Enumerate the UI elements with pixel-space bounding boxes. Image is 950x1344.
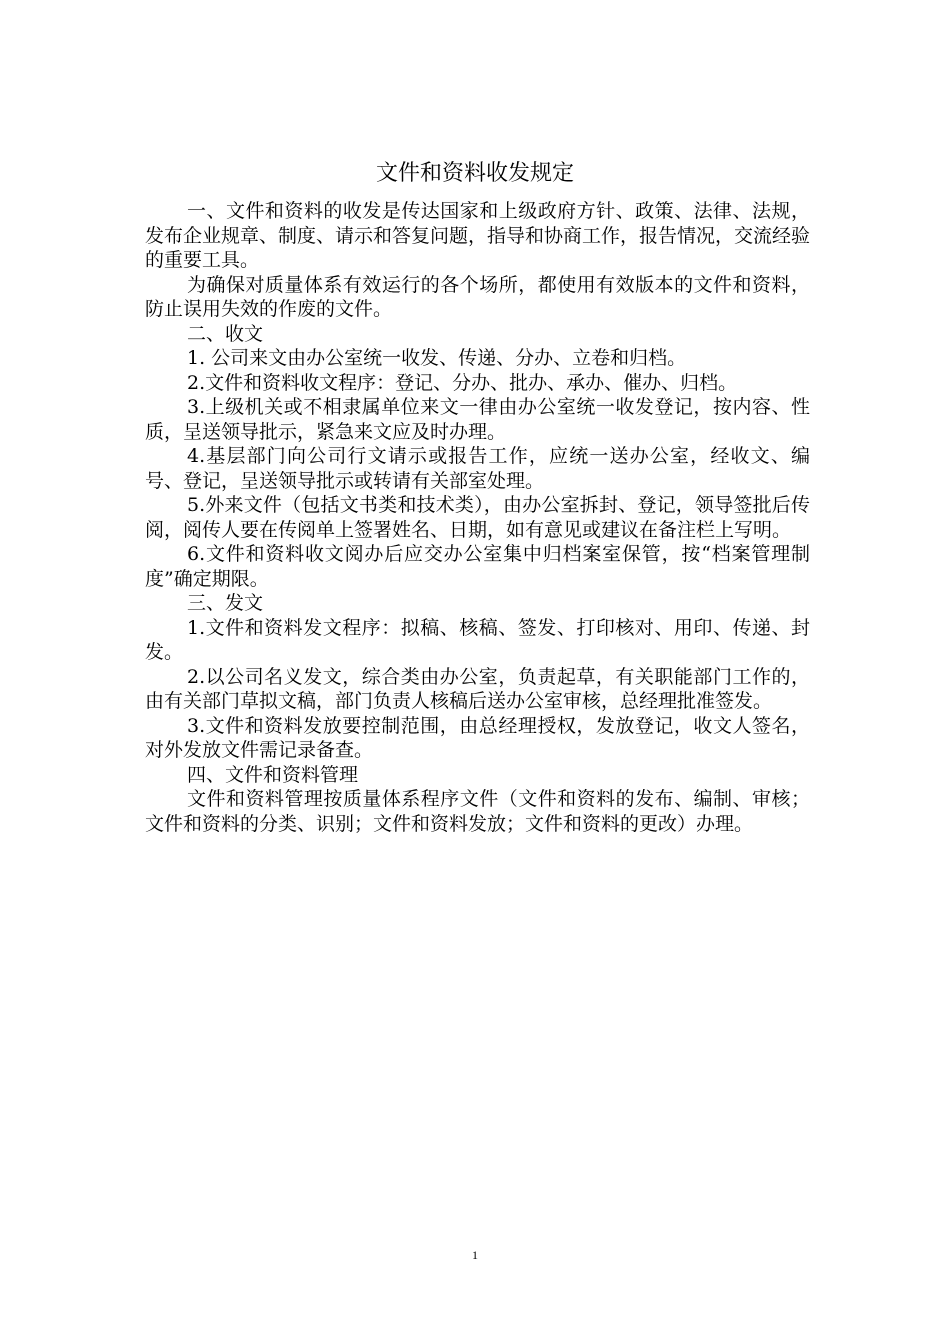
paragraph-intro-purpose: 一、文件和资料的收发是传达国家和上级政府方针、政策、法律、法规，发布企业规章、制度、请示和答复问题，指导和协商工作，报告情况，交流经验的重要工具。 xyxy=(145,200,811,271)
section-heading-receiving: 二、收文 xyxy=(187,322,264,345)
document-title: 文件和资料收发规定 xyxy=(375,161,574,186)
paragraph-receiving-6: 6.文件和资料收文阅办后应交办公室集中归档案室保管，按“档案管理制度”确定期限。 xyxy=(145,543,810,590)
document-body xyxy=(145,199,810,836)
paragraph-sending-2: 2.以公司名义发文，综合类由办公室，负责起草，有关职能部门工作的，由有关部门草拟文稿，部门负责人核稿后送办公室审核，总经理批准签发。 xyxy=(145,665,810,712)
paragraph-intro-validity: 为确保对质量体系有效运行的各个场所，都使用有效版本的文件和资料，防止误用失效的作废的文件。 xyxy=(145,273,810,320)
paragraph-receiving-4: 4.基层部门向公司行文请示或报告工作，应统一送办公室，经收文、编号、登记，呈送领导批示或转请有关部室处理。 xyxy=(145,445,810,492)
paragraph-sending-1: 1.文件和资料发文程序：拟稿、核稿、签发、打印核对、用印、传递、封发。 xyxy=(145,616,810,663)
paragraph-management: 文件和资料管理按质量体系程序文件（文件和资料的发布、编制、审核；文件和资料的分类、识别；文件和资料发放；文件和资料的更改）办理。 xyxy=(145,788,810,835)
paragraph-receiving-1: 1. 公司来文由办公室统一收发、传递、分办、立卷和归档。 xyxy=(187,347,687,369)
paragraph-receiving-3: 3.上级机关或不相隶属单位来文一律由办公室统一收发登记，按内容、性质，呈送领导批示，紧急来文应及时办理。 xyxy=(145,396,810,443)
page-number: 1 xyxy=(472,1248,478,1262)
section-heading-sending: 三、发文 xyxy=(187,592,264,614)
paragraph-receiving-2: 2.文件和资料收文程序：登记、分办、批办、承办、催办、归档。 xyxy=(187,371,738,394)
section-heading-management: 四、文件和资料管理 xyxy=(187,763,359,786)
paragraph-sending-3: 3.文件和资料发放要控制范围，由总经理授权，发放登记，收文人签名，对外发放文件需记录备查。 xyxy=(145,714,810,761)
paragraph-receiving-5: 5.外来文件（包括文书类和技术类），由办公室拆封、登记，领导签批后传阅，阅传人要在传阅单上签署姓名、日期，如有意见或建议在备注栏上写明。 xyxy=(145,494,810,541)
